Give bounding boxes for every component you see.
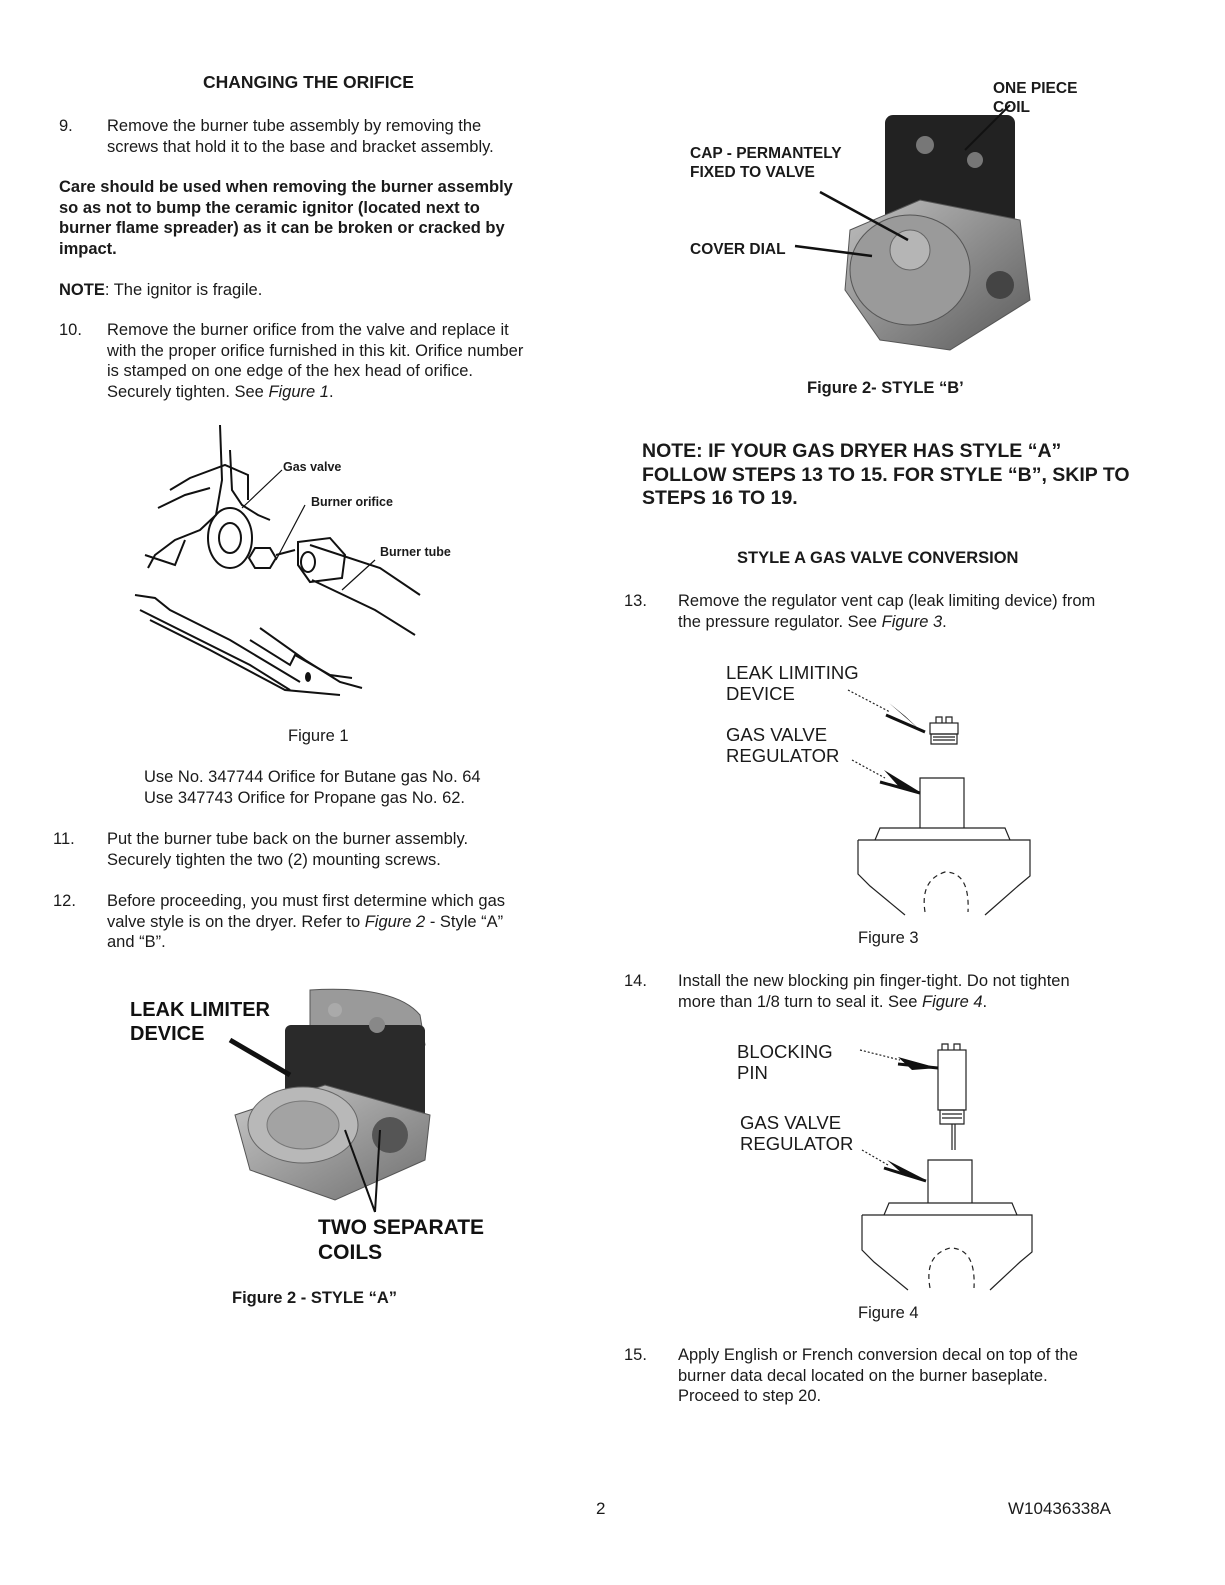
label-line: PIN [737,1062,768,1083]
label-line: BLOCKING [737,1041,833,1062]
label-line: GAS VALVE [726,724,828,745]
step-text-line: Securely tighten the two (2) mounting screws. [107,850,441,869]
note-line: FOLLOW STEPS 13 TO 15. FOR STYLE “B”, SKIP TO [642,463,1130,486]
caution-line: burner flame spreader) as it can be broken or cracked by [59,219,505,237]
step-text-line: Proceed to step 20. [678,1387,822,1405]
section-heading-changing-orifice: CHANGING THE ORIFICE [203,72,414,92]
text-fragment: valve style is on the dryer. Refer to [107,912,365,931]
text-fragment: the pressure regulator. See [678,612,882,631]
caution-line: impact. [59,239,117,258]
orifice-line: Use No. 347744 Orifice for Butane gas No. 64 [144,768,481,786]
label-burner-orifice: Burner orifice [311,495,393,509]
step-text-line: Before proceeding, you must first determine which gas [107,892,506,910]
step-number: 13. [624,592,647,610]
text-fragment: - Style “A” [425,912,504,931]
note-label: NOTE [59,281,105,299]
text-fragment: . [982,992,988,1011]
figure-reference: Figure 4 [921,992,983,1011]
step-text-line: burner data decal located on the burner baseplate. [678,1366,1048,1385]
label-line: CAP - PERMANTELY [690,145,842,162]
figure-reference: Figure 2 [364,912,426,931]
label-line: DEVICE [130,1023,205,1045]
step-text-line: and “B”. [107,933,166,951]
step-text-line: Remove the burner orifice from the valve and replace it [107,321,509,339]
label-line: DEVICE [726,683,795,704]
step-number: 10. [59,321,82,339]
figure-reference: Figure 1 [268,382,329,401]
step-text-line: is stamped on one edge of the hex head of orifice. [107,362,473,380]
step-text-line: with the proper orifice furnished in this kit. Orifice number [107,341,524,360]
section-heading-style-a: STYLE A GAS VALVE CONVERSION [737,549,1019,567]
step-number: 15. [624,1346,647,1364]
note-text: : The ignitor is fragile. [104,281,263,299]
label-line: COIL [993,99,1031,116]
label-cover-dial: COVER DIAL [690,241,786,258]
figure-reference: Figure 3 [881,612,943,631]
label-line: LEAK LIMITER [130,999,270,1021]
label-line: REGULATOR [740,1133,854,1154]
figure-1-caption: Figure 1 [288,727,349,745]
text-fragment: . [942,612,947,631]
label-gas-valve: Gas valve [283,460,342,474]
label-line: ONE PIECE [993,80,1078,97]
label-line: FIXED TO VALVE [690,164,815,181]
step-number: 12. [53,892,76,910]
figure-2b-caption: Figure 2- STYLE “B’ [807,379,964,397]
label-line: GAS VALVE [740,1112,842,1133]
note-line: STEPS 16 TO 19. [642,487,798,509]
text-fragment: Securely tighten. See [107,382,269,401]
step-text-line: Remove the regulator vent cap (leak limiting device) from [678,592,1096,610]
step-text-line: Remove the burner tube assembly by removing the [107,117,482,135]
figure-2a-caption: Figure 2 - STYLE “A” [232,1289,398,1307]
orifice-line: Use 347743 Orifice for Propane gas No. 62. [144,788,466,807]
step-text-line: Put the burner tube back on the burner assembly. [107,830,469,848]
text-fragment: more than 1/8 turn to seal it. See [678,992,922,1011]
label-line: TWO SEPARATE [318,1216,485,1239]
step-text-line: Apply English or French conversion decal on top of the [678,1346,1078,1364]
caution-line: so as not to bump the ceramic ignitor (located next to [59,198,480,217]
figure-4-caption: Figure 4 [858,1304,919,1322]
label-line: REGULATOR [726,745,840,766]
step-number: 14. [624,972,647,990]
caution-line: Care should be used when removing the burner assembly [59,178,513,196]
document-id: W10436338A [1008,1499,1112,1518]
step-number: 11. [53,830,75,848]
page-number: 2 [596,1499,606,1518]
step-number: 9. [59,117,73,135]
step-text-line: screws that hold it to the base and bracket assembly. [107,137,494,156]
text-fragment: . [328,382,334,401]
figure-3-caption: Figure 3 [858,929,919,947]
step-text-line: Install the new blocking pin finger-tight. Do not tighten [678,972,1070,990]
note-line: NOTE: IF YOUR GAS DRYER HAS STYLE “A” [642,440,1062,462]
label-burner-tube: Burner tube [380,545,451,559]
label-line: LEAK LIMITING [726,662,859,683]
label-line: COILS [318,1241,383,1264]
